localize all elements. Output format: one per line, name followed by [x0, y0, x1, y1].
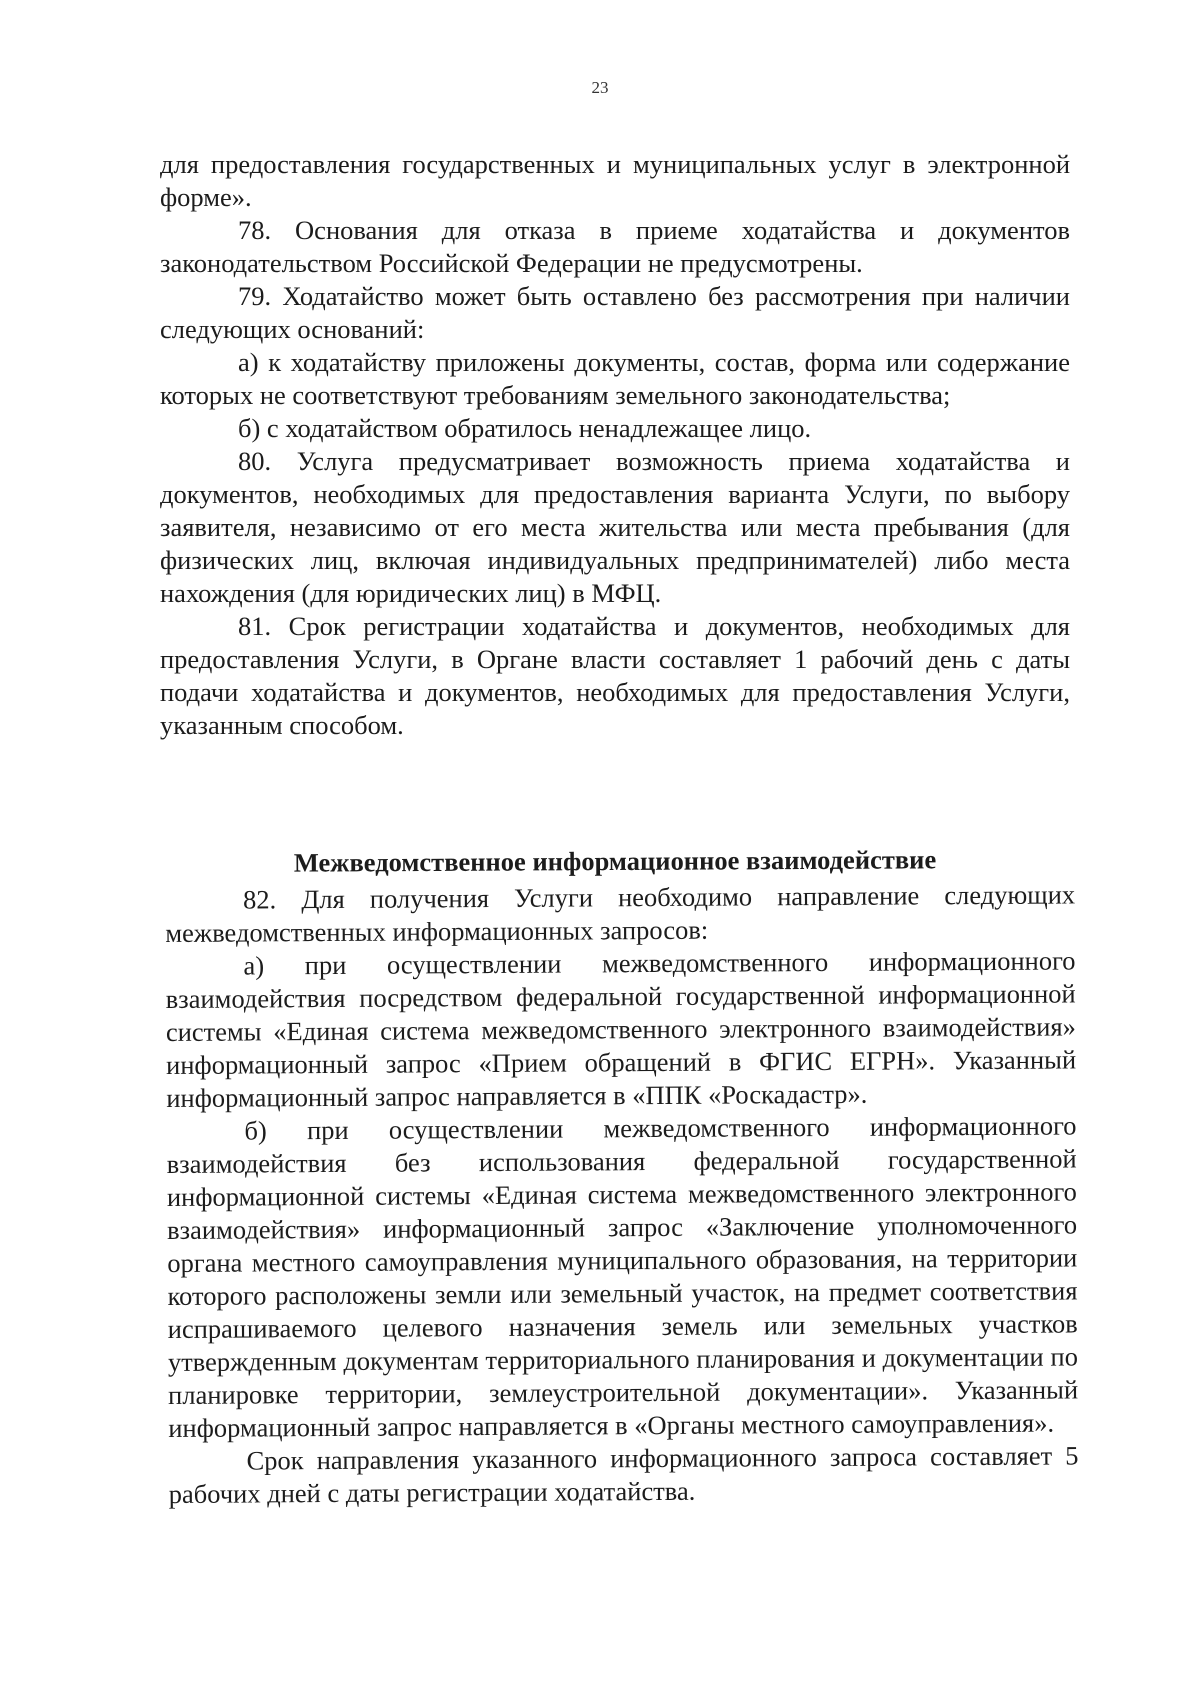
list-item-79a: а) к ходатайству приложены документы, состав, форма или содержание которых не соответствуют требованиям земельного законодательства; — [160, 347, 1070, 410]
paragraph-82: 82. Для получения Услуги необходимо направление следующих межведомственных информационных запросов: — [165, 879, 1076, 948]
body-text-bottom — [165, 878, 1079, 1511]
paragraph-80: 80. Услуга предусматривает возможность приема ходатайства и документов, необходимых для предоставления варианта Услуги, по выбору заявителя, независимо от его места жительства или места пребывания (для физических лиц, включая индивидуальных предпринимателей) либо места нахождения (для юридических лиц) в МФЦ. — [160, 446, 1070, 608]
section-heading: Межведомственное информационное взаимодействие — [293, 844, 937, 878]
paragraph-deadline: Срок направления указанного информационного запроса составляет 5 рабочих дней с даты регистрации ходатайства. — [168, 1440, 1079, 1509]
paragraph-78: 78. Основания для отказа в приеме ходатайства и документов законодательством Российской Федерации не предусмотрены. — [160, 215, 1070, 278]
list-item-79b: б) с ходатайством обратилось ненадлежащее лицо. — [238, 413, 812, 443]
paragraph-79: 79. Ходатайство может быть оставлено без рассмотрения при наличии следующих оснований: — [160, 281, 1070, 344]
list-item-82a: а) при осуществлении межведомственного информационного взаимодействия посредством федеральной государственной информационной системы «Единая система межведомственного электронного взаимодействия» информационный запрос «Прием обращений в ФГИС ЕГРН». Указанный информационный запрос направляется в «ППК «Роскадастр». — [165, 945, 1077, 1113]
body-text-top — [160, 148, 1070, 742]
paragraph-81: 81. Срок регистрации ходатайства и документов, необходимых для предоставления Услуги, в Органе власти составляет 1 рабочий день с даты подачи ходатайства и документов, необходимых для предоставления Услуги, указанным способом. — [160, 611, 1070, 740]
paragraph-continuation: для предоставления государственных и муниципальных услуг в электронной форме». — [160, 149, 1070, 212]
list-item-82b: б) при осуществлении межведомственного информационного взаимодействия без использования федеральной государственной информационной системы «Единая система межведомственного электронного взаимодействия» информационный запрос «Заключение уполномоченного органа местного самоуправления муниципального образования, на территории которого расположены земли или земельный участок, на предмет соответствия испрашиваемого целевого назначения земель или земельных участков утвержденным документам территориального планирования и документации по планировке территории, землеустроительной документации». Указанный информационный запрос направляется в «Органы местного самоуправления». — [166, 1110, 1079, 1443]
page-number: 23 — [591, 78, 609, 97]
